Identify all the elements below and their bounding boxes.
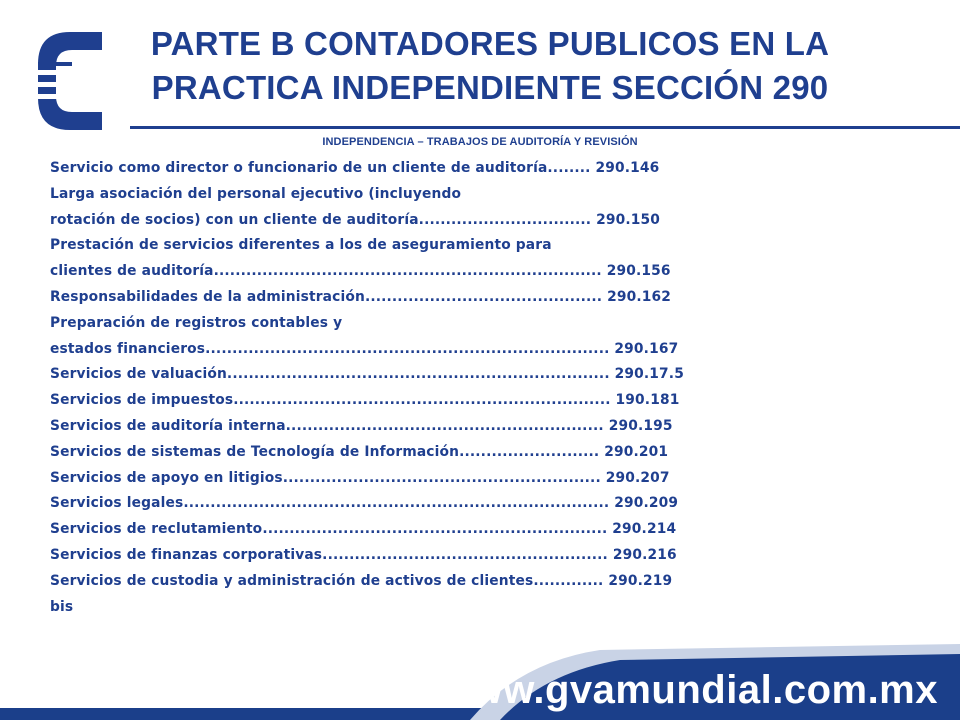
list-item: clientes de auditoría........................................................................ 290.156 [50,263,671,280]
list-item: Responsabilidades de la administración............................................ 290.162 [50,288,671,305]
title-underline [130,126,960,129]
list-item: Servicios legales............................................................................... 290.209 [50,495,679,512]
services-list [50,156,770,620]
list-item: Larga asociación del personal ejecutivo (incluyendo [50,185,462,202]
list-item: bis [50,598,74,615]
list-item: Servicios de finanzas corporativas..................................................... 290.216 [50,546,677,563]
page-title [100,22,880,110]
list-item: Servicios de reclutamiento................................................................ 290.214 [50,521,677,538]
section-subtitle: INDEPENDENCIA – TRABAJOS DE AUDITORÍA Y REVISIÓN [322,136,638,148]
list-item: Preparación de registros contables y [50,314,343,331]
list-item: Servicios de valuación....................................................................... 290.17.5 [50,366,684,383]
list-item: Servicios de apoyo en litigios........................................................... 290.207 [50,469,670,486]
title-line-1: PARTE B CONTADORES PUBLICOS EN LA [150,25,830,62]
list-item: Servicios de sistemas de Tecnología de Información.......................... 290.201 [50,443,669,460]
list-item: Servicio como director o funcionario de un cliente de auditoría........ 290.146 [50,160,660,176]
list-item: Servicios de impuestos...................................................................... 190.181 [50,392,680,409]
list-item: estados financieros........................................................................... 290.167 [50,340,679,357]
list-item: Servicios de auditoría interna........................................................... 290.195 [50,417,673,434]
list-item: Servicios de custodia y administración de activos de clientes............. 290.219 [50,572,673,589]
list-item: Prestación de servicios diferentes a los de aseguramiento para [50,237,552,254]
title-line-2: PRACTICA INDEPENDIENTE SECCIÓN 290 [151,69,829,106]
website-url[interactable]: www.gvamundial.com.mx [439,668,938,712]
list-item: rotación de socios) con un cliente de auditoría................................ 290.150 [50,211,661,228]
